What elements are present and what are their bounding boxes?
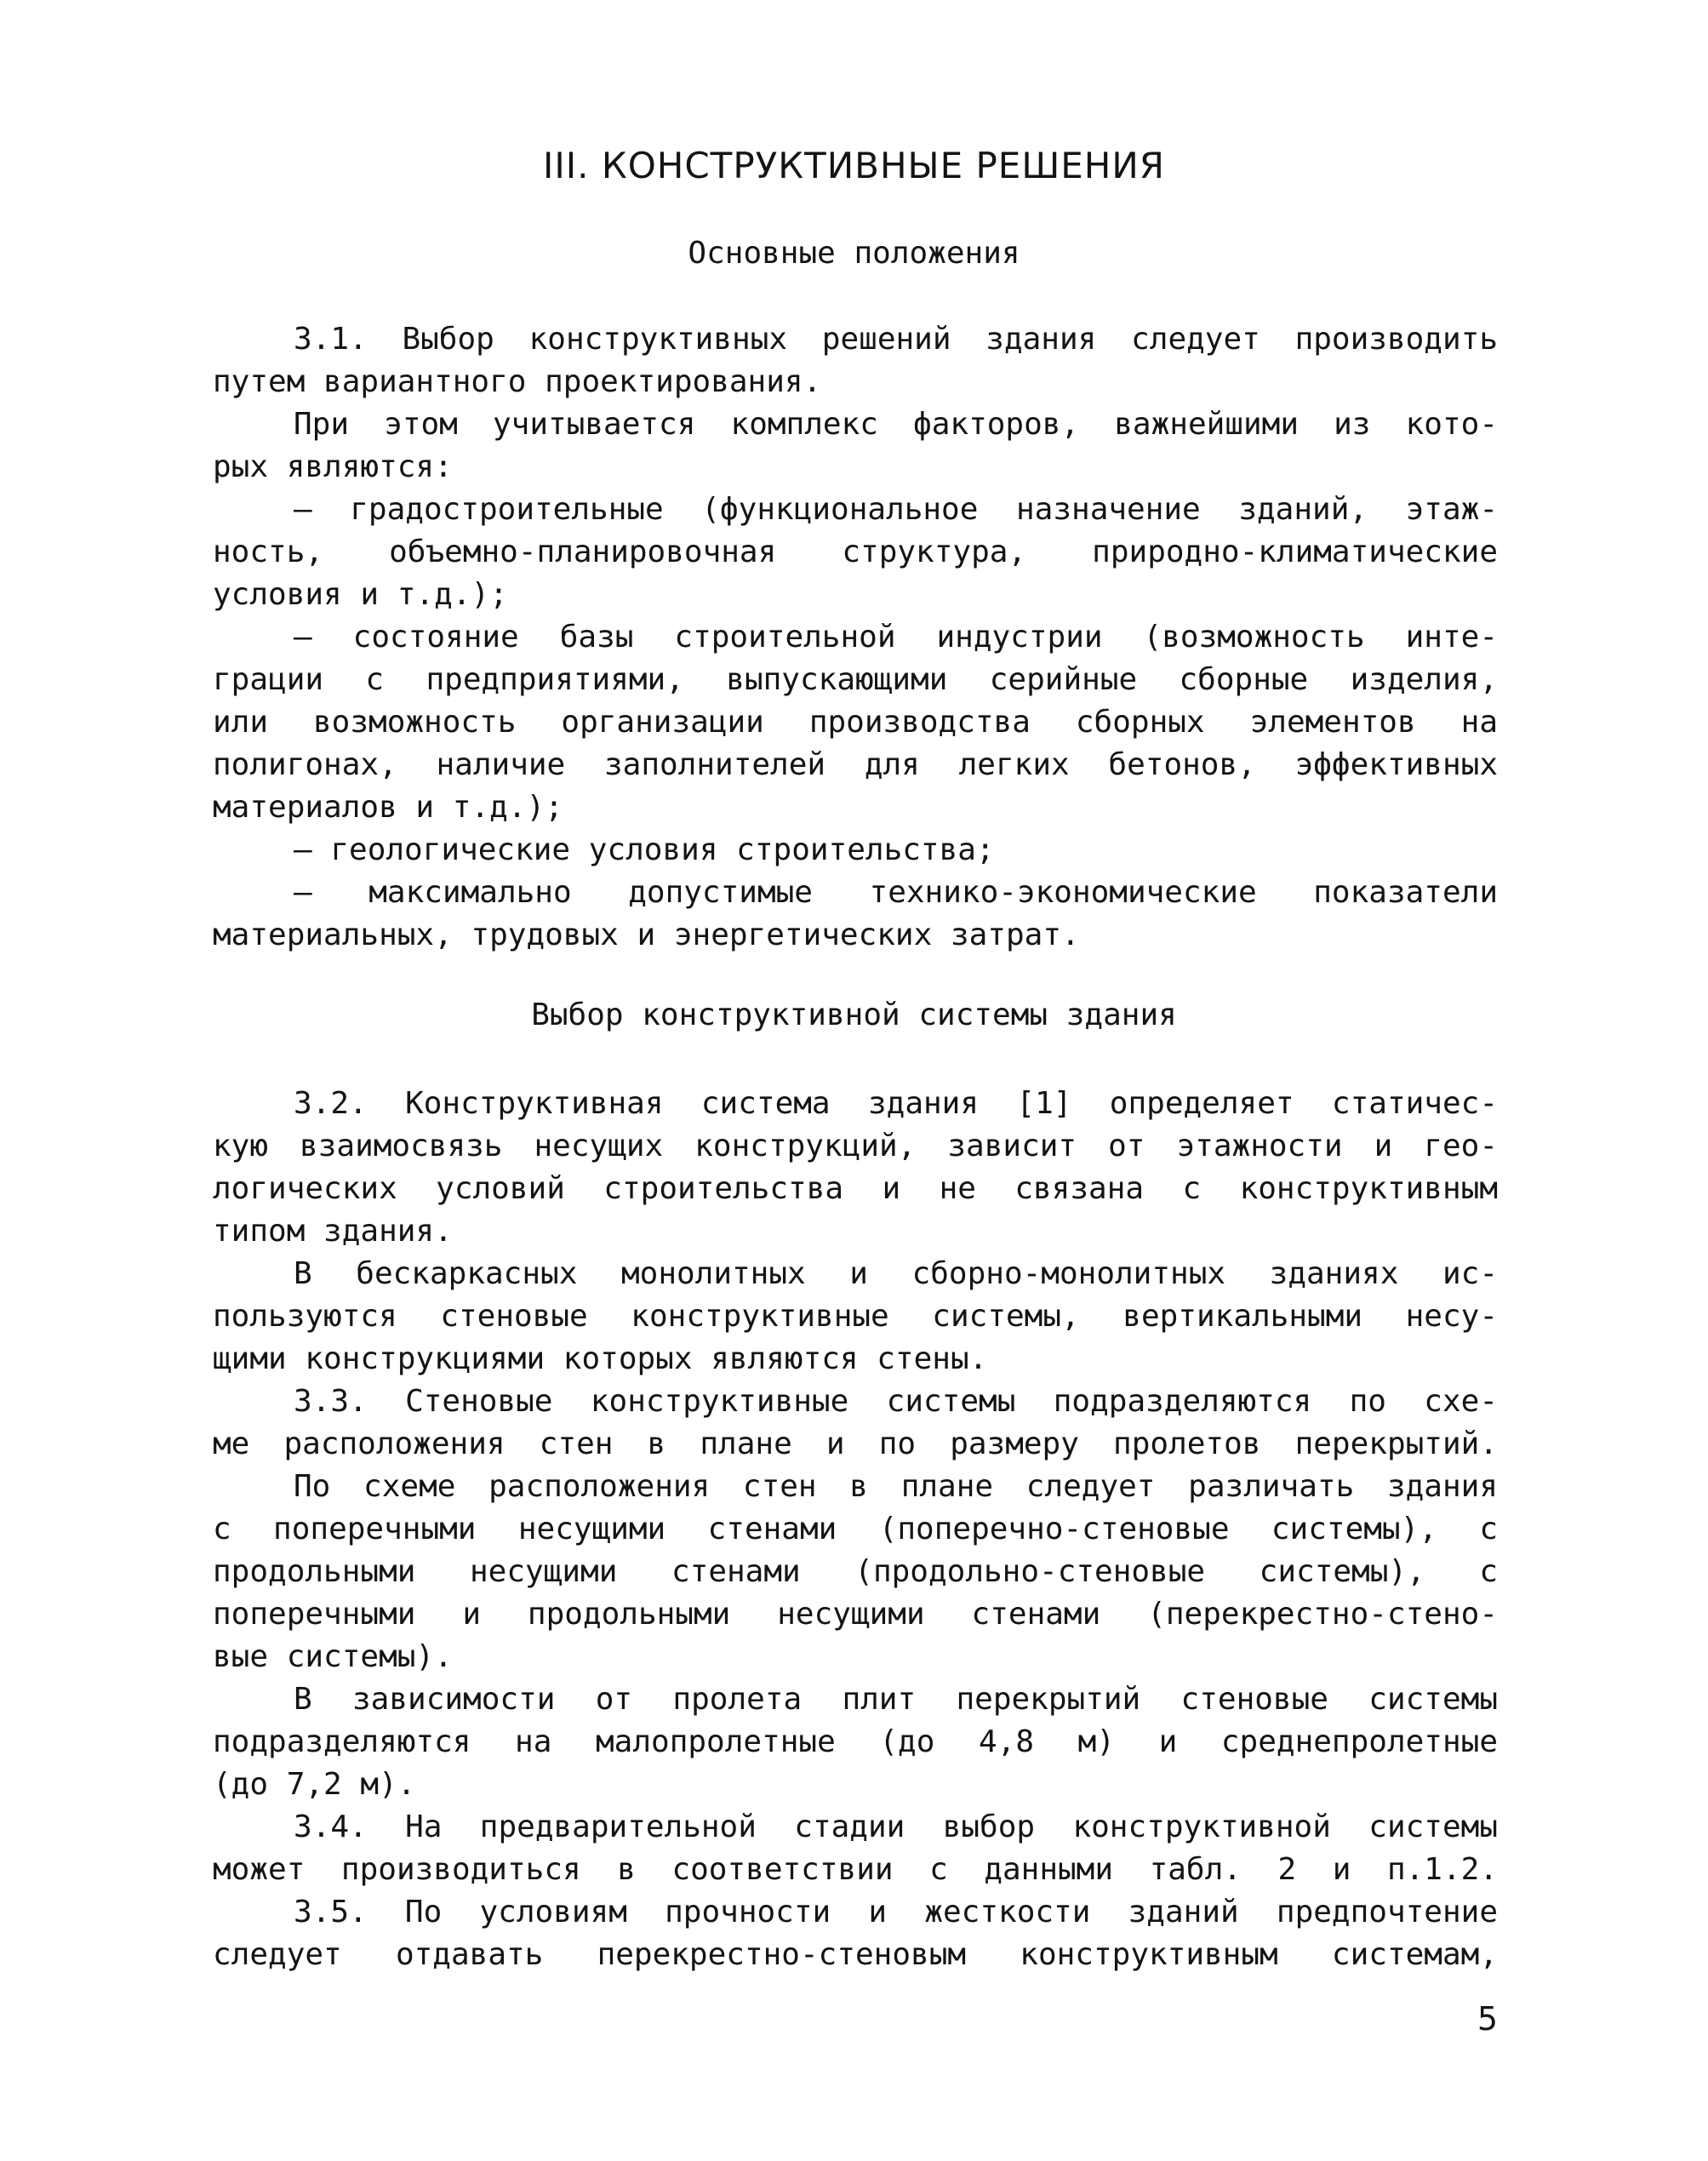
text-line: материалов и т.д.);: [213, 790, 563, 825]
text-line: ность, объемно-планировочная структура, природно-климатические: [213, 535, 1498, 569]
text-line: следует отдавать перекрестно-стеновым конструктивным системам,: [213, 1937, 1498, 1972]
text-line: условия и т.д.);: [213, 577, 508, 612]
text-line: кую взаимосвязь несущих конструкций, зависит от этажности и гео-: [213, 1129, 1498, 1163]
text-line: (до 7,2 м).: [213, 1767, 416, 1802]
text-line: вые системы).: [213, 1639, 453, 1674]
text-line: 3.1. Выбор конструктивных решений здания следует производить: [294, 322, 1498, 357]
text-line: подразделяются на малопролетные (до 4,8 м) и среднепролетные: [213, 1724, 1498, 1759]
text-line: может производиться в соответствии с данными табл. 2 и п.1.2.: [213, 1852, 1498, 1887]
text-line: или возможность организации производства сборных элементов на: [213, 705, 1498, 740]
text-line: полигонах, наличие заполнителей для легких бетонов, эффективных: [213, 747, 1498, 782]
text-line: материальных, трудовых и энергетических затрат.: [213, 918, 1080, 952]
text-line: путем вариантного проектирования.: [213, 364, 822, 399]
section-title-structural-system: Выбор конструктивной системы здания: [531, 998, 1177, 1032]
text-line: По схеме расположения стен в плане следует различать здания: [294, 1469, 1498, 1504]
text-line: – градостроительные (функциональное назначение зданий, этаж-: [294, 492, 1498, 527]
text-line: пользуются стеновые конструктивные системы, вертикальными несу-: [213, 1299, 1498, 1334]
text-line: 3.2. Конструктивная система здания [1] определяет статичес-: [294, 1086, 1498, 1121]
text-line: – геологические условия строительства;: [294, 832, 995, 867]
text-line: рых являются:: [213, 449, 453, 484]
text-line: продольными несущими стенами (продольно-стеновые системы), с: [213, 1554, 1498, 1589]
text-line: логических условий строительства и не связана с конструктивным: [213, 1171, 1498, 1206]
text-line: В зависимости от пролета плит перекрытий стеновые системы: [294, 1682, 1498, 1717]
text-line: – максимально допустимые технико-экономические показатели: [294, 875, 1498, 910]
section-title-main-provisions: Основные положения: [688, 236, 1020, 271]
text-line: типом здания.: [213, 1214, 453, 1249]
text-line: с поперечными несущими стенами (поперечно-стеновые системы), с: [213, 1512, 1498, 1546]
text-line: поперечными и продольными несущими стенами (перекрестно-стено-: [213, 1597, 1498, 1632]
chapter-title: III. КОНСТРУКТИВНЫЕ РЕШЕНИЯ: [543, 145, 1165, 186]
text-line: В бескаркасных монолитных и сборно-монолитных зданиях ис-: [294, 1256, 1498, 1291]
text-line: грации с предприятиями, выпускающими серийные сборные изделия,: [213, 662, 1498, 697]
text-line: 3.4. На предварительной стадии выбор конструктивной системы: [294, 1809, 1498, 1844]
text-line: 3.5. По условиям прочности и жесткости зданий предпочтение: [294, 1895, 1498, 1929]
text-line: – состояние базы строительной индустрии (возможность инте-: [294, 620, 1498, 655]
text-line: щими конструкциями которых являются стены.: [213, 1341, 988, 1376]
page-number: 5: [1477, 2000, 1498, 2038]
text-line: ме расположения стен в плане и по размеру пролетов перекрытий.: [213, 1426, 1498, 1461]
text-line: 3.3. Стеновые конструктивные системы подразделяются по схе-: [294, 1384, 1498, 1419]
text-line: При этом учитывается комплекс факторов, важнейшими из кото-: [294, 407, 1498, 442]
